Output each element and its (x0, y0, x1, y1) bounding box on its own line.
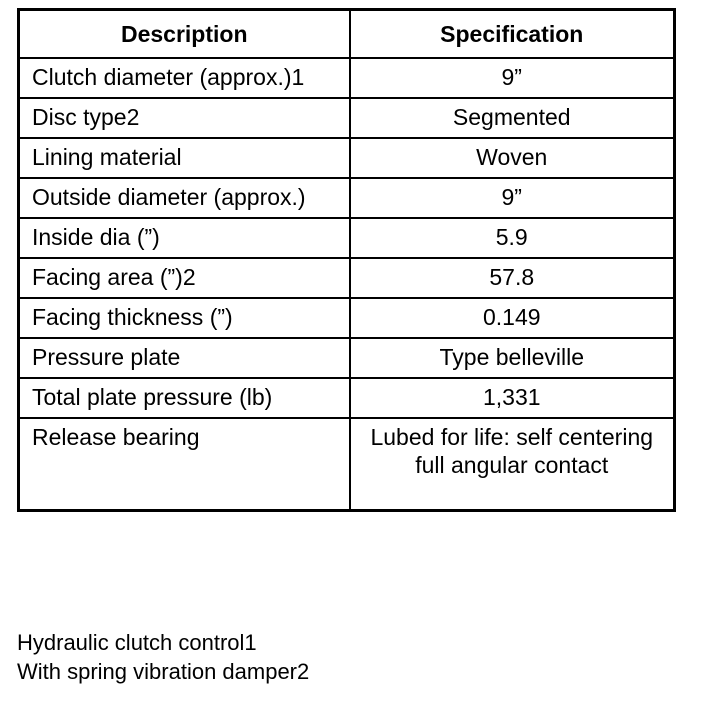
row-specification: Woven (350, 138, 675, 178)
row-description: Disc type2 (19, 98, 350, 138)
row-specification: Segmented (350, 98, 675, 138)
table-row (19, 98, 675, 138)
row-description: Lining material (19, 138, 350, 178)
row-description: Total plate pressure (lb) (19, 378, 350, 418)
row-description: Clutch diameter (approx.)1 (19, 58, 350, 98)
table-row (19, 298, 675, 338)
row-description: Facing area (”)2 (19, 258, 350, 298)
footnote-2: With spring vibration damper2 (17, 659, 310, 684)
table-row (19, 218, 675, 258)
table-row (19, 138, 675, 178)
row-specification: 57.8 (350, 258, 675, 298)
row-specification: 9” (350, 178, 675, 218)
footnotes (17, 628, 309, 686)
header-description: Description (19, 10, 350, 59)
table-row (19, 58, 675, 98)
row-description: Outside diameter (approx.) (19, 178, 350, 218)
table-row (19, 338, 675, 378)
row-specification: 9” (350, 58, 675, 98)
table-header-row (19, 10, 675, 59)
row-specification: 5.9 (350, 218, 675, 258)
table-row (19, 418, 675, 511)
row-specification: 0.149 (350, 298, 675, 338)
row-description: Pressure plate (19, 338, 350, 378)
row-specification: Type belleville (350, 338, 675, 378)
specification-table (17, 8, 676, 512)
footnote-1: Hydraulic clutch control1 (17, 630, 257, 655)
table-row (19, 378, 675, 418)
row-specification: 1,331 (350, 378, 675, 418)
row-description: Release bearing (19, 418, 350, 511)
table-row (19, 178, 675, 218)
row-description: Facing thickness (”) (19, 298, 350, 338)
table-row (19, 258, 675, 298)
row-specification: Lubed for life: self centering full angular contact (350, 418, 675, 511)
row-description: Inside dia (”) (19, 218, 350, 258)
header-specification: Specification (350, 10, 675, 59)
